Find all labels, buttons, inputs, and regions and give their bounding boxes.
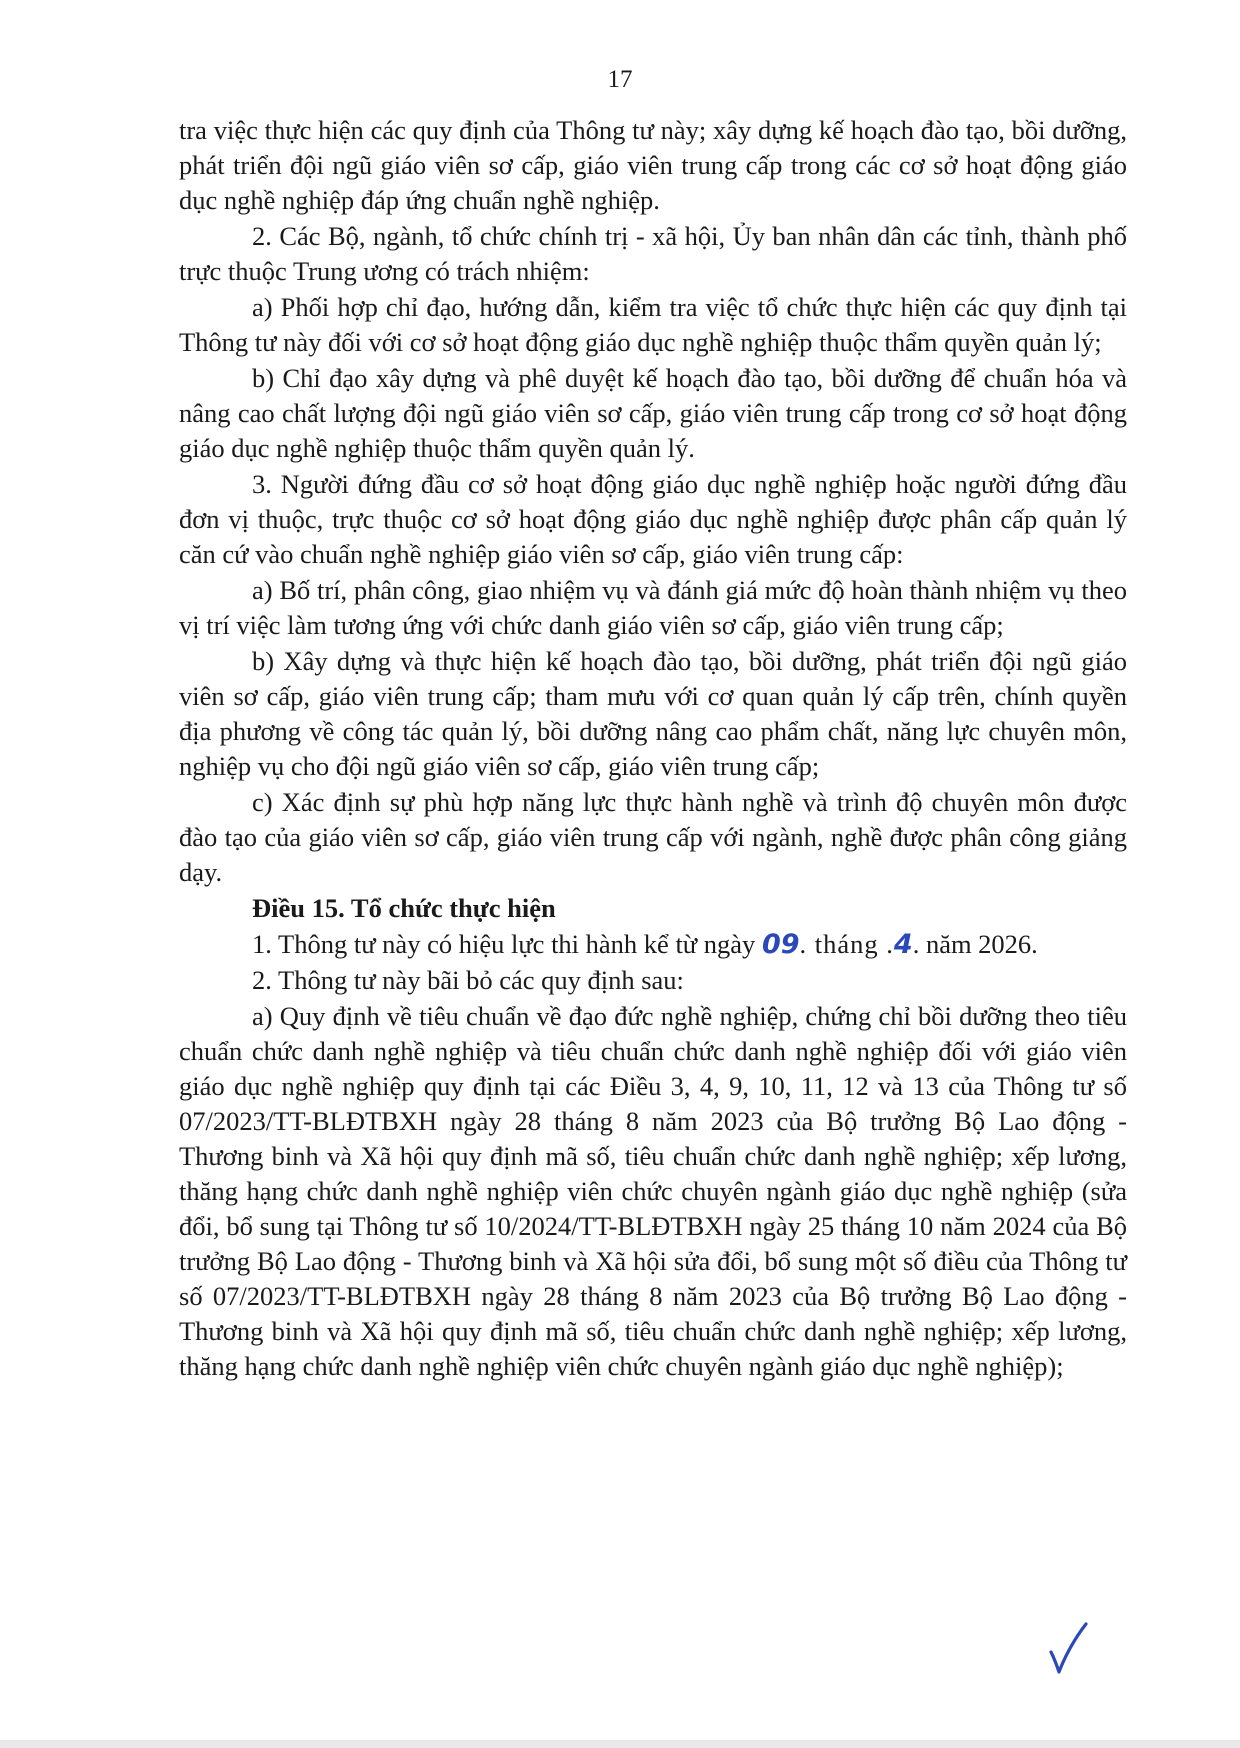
paragraph-clause-2b: b) Chỉ đạo xây dựng và phê duyệt kế hoạch đào tạo, bồi dưỡng để chuẩn hóa và nâng cao chất lượng đội ngũ giáo viên sơ cấp, giáo viên trung cấp trong cơ sở hoạt động giáo dục nghề nghiệp thuộc thẩm quyền quản lý. (179, 363, 1127, 463)
scan-bottom-edge (0, 1740, 1240, 1748)
effective-date-clause (179, 927, 1127, 962)
paragraph-clause-3c: c) Xác định sự phù hợp năng lực thực hành nghề và trình độ chuyên môn được đào tạo của giáo viên sơ cấp, giáo viên trung cấp với ngành, nghề được phân công giảng dạy. (179, 787, 1127, 887)
document-body (179, 113, 1127, 1385)
effective-text-after: . năm 2026. (912, 929, 1038, 959)
paragraph-repeal-a: a) Quy định về tiêu chuẩn về đạo đức nghề nghiệp, chứng chỉ bồi dưỡng theo tiêu chuẩn chức danh nghề nghiệp và tiêu chuẩn chức danh nghề nghiệp đối với giáo viên giáo dục nghề nghiệp quy định tại các Điều 3, 4, 9, 10, 11, 12 và 13 của Thông tư số 07/2023/TT-BLĐTBXH ngày 28 tháng 8 năm 2023 của Bộ trưởng Bộ Lao động - Thương binh và Xã hội quy định mã số, tiêu chuẩn chức danh nghề nghiệp; xếp lương, thăng hạng chức danh nghề nghiệp viên chức chuyên ngành giáo dục nghề nghiệp (sửa đổi, bổ sung tại Thông tư số 10/2024/TT-BLĐTBXH ngày 25 tháng 10 năm 2024 của Bộ trưởng Bộ Lao động - Thương binh và Xã hội sửa đổi, bổ sung một số điều của Thông tư số 07/2023/TT-BLĐTBXH ngày 28 tháng 8 năm 2023 của Bộ trưởng Bộ Lao động - Thương binh và Xã hội quy định mã số, tiêu chuẩn chức danh nghề nghiệp; xếp lương, thăng hạng chức danh nghề nghiệp viên chức chuyên ngành giáo dục nghề nghiệp); (179, 1001, 1127, 1381)
paragraph-repeal-intro: 2. Thông tư này bãi bỏ các quy định sau: (252, 965, 684, 995)
paragraph-clause-3b: b) Xây dựng và thực hiện kế hoạch đào tạo, bồi dưỡng, phát triển đội ngũ giáo viên sơ cấp, giáo viên trung cấp; tham mưu với cơ quan quản lý cấp trên, chính quyền địa phương về công tác quản lý, bồi dưỡng nâng cao phẩm chất, năng lực chuyên môn, nghiệp vụ cho đội ngũ giáo viên sơ cấp, giáo viên trung cấp; (179, 646, 1127, 781)
paragraph-clause-2: 2. Các Bộ, ngành, tổ chức chính trị - xã hội, Ủy ban nhân dân các tỉnh, thành phố trực thuộc Trung ương có trách nhiệm: (179, 221, 1127, 286)
paragraph-clause-3: 3. Người đứng đầu cơ sở hoạt động giáo dục nghề nghiệp hoặc người đứng đầu đơn vị thuộc, trực thuộc cơ sở hoạt động giáo dục nghề nghiệp được phân cấp quản lý căn cứ vào chuẩn nghề nghiệp giáo viên sơ cấp, giáo viên trung cấp: (179, 469, 1127, 569)
effective-text-before: 1. Thông tư này có hiệu lực thi hành kể từ ngày (252, 929, 762, 959)
paragraph-continued: tra việc thực hiện các quy định của Thông tư này; xây dựng kế hoạch đào tạo, bồi dưỡng, phát triển đội ngũ giáo viên sơ cấp, giáo viên trung cấp trong các cơ sở hoạt động giáo dục nghề nghiệp đáp ứng chuẩn nghề nghiệp. (179, 115, 1127, 215)
handwritten-day: 09 (761, 929, 800, 960)
paragraph-clause-3a: a) Bố trí, phân công, giao nhiệm vụ và đánh giá mức độ hoàn thành nhiệm vụ theo vị trí việc làm tương ứng với chức danh giáo viên sơ cấp, giáo viên trung cấp; (179, 575, 1127, 640)
paragraph-clause-2a: a) Phối hợp chỉ đạo, hướng dẫn, kiểm tra việc tổ chức thực hiện các quy định tại Thông tư này đối với cơ sở hoạt động giáo dục nghề nghiệp thuộc thẩm quyền quản lý; (179, 292, 1127, 357)
handwritten-month: 4 (893, 929, 913, 960)
article-15-heading: Điều 15. Tổ chức thực hiện (252, 893, 556, 923)
effective-text-middle: . tháng . (799, 929, 894, 959)
page-number: 17 (607, 66, 633, 93)
handwritten-checkmark-icon (1048, 1622, 1088, 1674)
